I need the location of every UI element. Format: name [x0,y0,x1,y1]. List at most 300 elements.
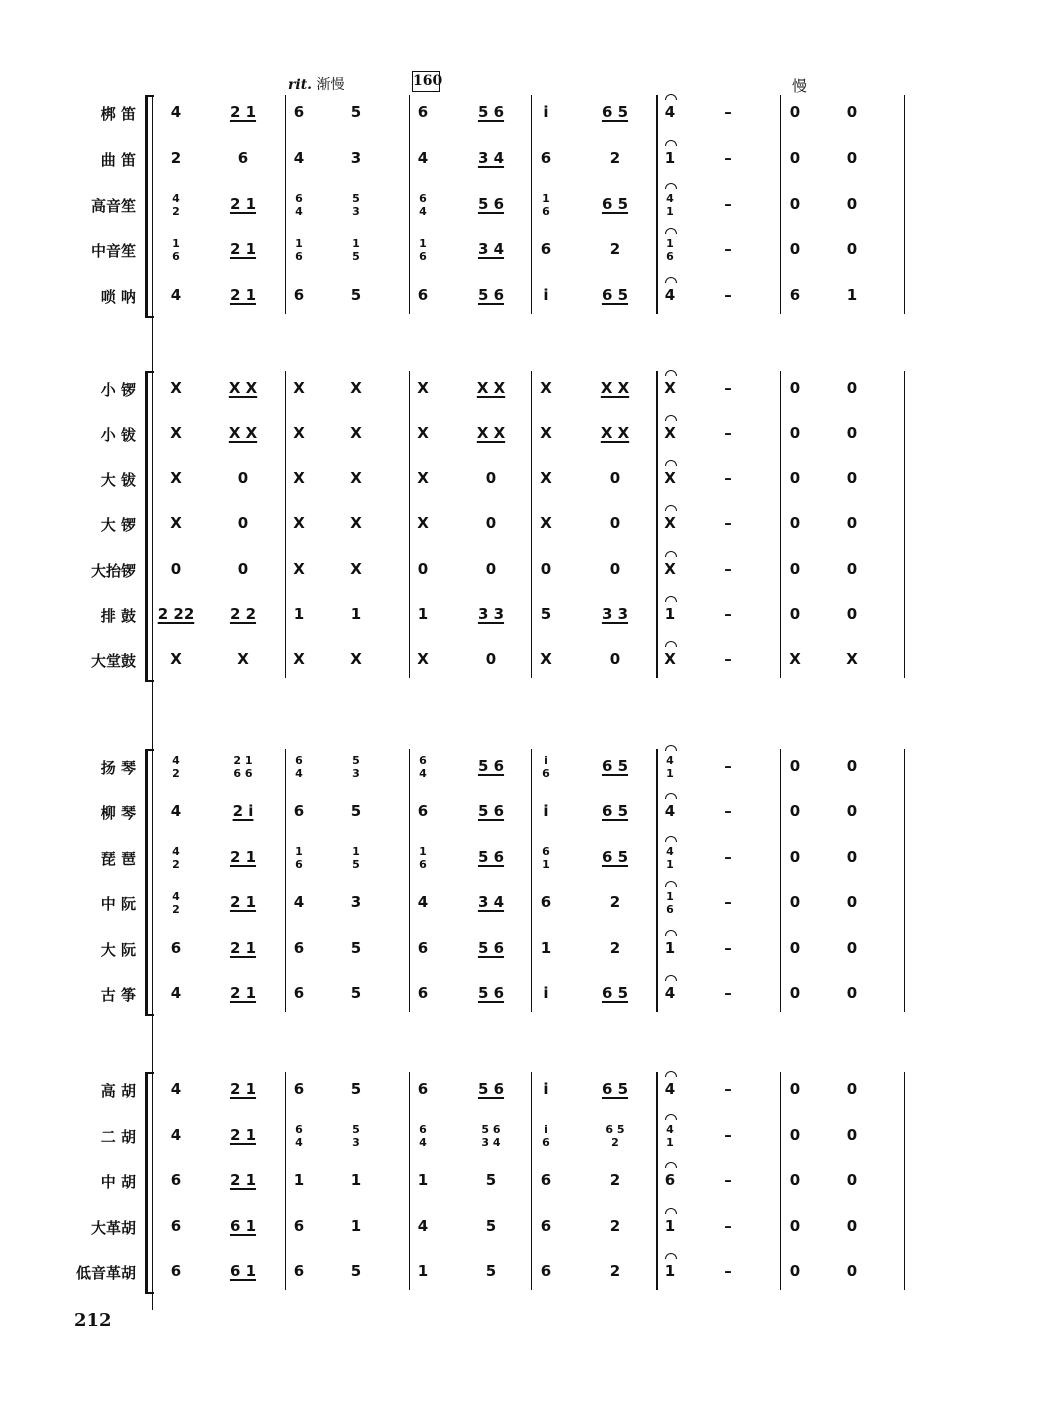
note-cell: 0 [789,605,801,623]
note-cell: 0 [789,195,801,213]
note-cell: 0 [846,195,858,213]
note-cell: 2 1 [229,848,257,866]
note-cell: 4 [417,1217,429,1235]
note-cell: 0 [846,149,858,167]
instrument-label: 大抬锣 [90,562,136,580]
note-cell: X [350,469,362,487]
note-cell: 2 [609,1217,621,1235]
instrument-label: 大革胡 [90,1219,136,1237]
note-cell: 6 [170,939,182,957]
instrument-label: 大 钹 [100,471,136,489]
note-cell: 2 1 [229,240,257,258]
note-cell: 5 6 [477,103,505,121]
note-cell: X [540,650,552,668]
note-cell: 6 [170,1171,182,1189]
note-cell: 0 [417,560,429,578]
note-cell: X [417,424,429,442]
note-cell: 6 [417,802,429,820]
note-cell: 0 [485,469,497,487]
note-cell: 2 [170,149,182,167]
fermata-icon [665,460,677,466]
note-cell: 2 22 [157,605,195,623]
note-cell: 4 [293,893,305,911]
note-cell: 6 5 [601,103,629,121]
note-cell: i [543,286,549,304]
note-cell: 0 [789,984,801,1002]
fermata-icon [665,94,677,100]
note-cell: X X [476,424,506,442]
note-cell: 6 5 [601,802,629,820]
note-cell: 4 1 [666,754,674,780]
fermata-icon [665,881,677,887]
note-cell: – [724,1217,732,1235]
note-cell: 5 3 [352,1123,360,1149]
note-cell: 0 [846,757,858,775]
note-cell: 0 [237,514,249,532]
note-cell: 0 [485,560,497,578]
note-cell: 6 [293,939,305,957]
note-cell: – [724,240,732,258]
note-cell: 1 [664,1217,676,1235]
note-cell: 6 [293,1217,305,1235]
note-cell: 6 [293,1080,305,1098]
note-cell: 6 1 [542,845,550,871]
note-cell: 0 [170,560,182,578]
note-cell: X [350,379,362,397]
note-cell: 3 3 [477,605,505,623]
note-cell: 3 [350,893,362,911]
note-cell: 6 [417,984,429,1002]
fermata-icon [665,1253,677,1259]
note-cell: X [293,379,305,397]
note-cell: 0 [846,1126,858,1144]
note-cell: 6 5 [601,195,629,213]
instrument-label: 中音笙 [90,242,136,260]
note-cell: X X [476,379,506,397]
note-cell: 6 [293,103,305,121]
barline-strings-5 [904,1072,905,1290]
note-cell: X X [228,424,258,442]
instrument-label: 梆 笛 [100,105,136,123]
note-cell: 2 [609,893,621,911]
instrument-label: 高 胡 [100,1082,136,1100]
note-cell: 6 5 [601,286,629,304]
rehearsal-mark: 160 [412,71,440,92]
note-cell: X [237,650,249,668]
note-cell: 4 1 [666,845,674,871]
instrument-label: 小 锣 [100,381,136,399]
note-cell: 0 [237,560,249,578]
note-cell: 5 6 [477,195,505,213]
note-cell: 6 4 [295,1123,303,1149]
note-cell: 2 1 [229,1171,257,1189]
note-cell: 5 6 [477,757,505,775]
note-cell: 5 [350,939,362,957]
note-cell: 1 [846,286,858,304]
note-cell: X [293,514,305,532]
note-cell: X [350,424,362,442]
note-cell: X [540,424,552,442]
note-cell: 0 [846,469,858,487]
instrument-label: 大堂鼓 [90,652,136,670]
note-cell: 2 [609,1262,621,1280]
note-cell: 0 [789,1126,801,1144]
note-cell: 2 1 [229,939,257,957]
note-cell: 6 [789,286,801,304]
barline-percussion-5 [904,371,905,678]
note-cell: 0 [789,379,801,397]
note-cell: – [724,286,732,304]
note-cell: 1 6 [666,237,674,263]
note-cell: 0 [789,848,801,866]
note-cell: 0 [789,939,801,957]
fermata-icon [665,836,677,842]
note-cell: 3 3 [601,605,629,623]
note-cell: 4 [293,149,305,167]
note-cell: 1 [417,1262,429,1280]
note-cell: X [293,469,305,487]
note-cell: 0 [846,893,858,911]
note-cell: i [543,1080,549,1098]
note-cell: 2 1 [229,103,257,121]
note-cell: X [664,650,676,668]
note-cell: 4 2 [172,845,180,871]
note-cell: 4 [170,1080,182,1098]
note-cell: 4 [170,802,182,820]
note-cell: 6 4 [419,192,427,218]
note-cell: 3 4 [477,149,505,167]
note-cell: 0 [846,1217,858,1235]
note-cell: 6 [540,149,552,167]
note-cell: 6 5 [601,848,629,866]
note-cell: 0 [846,802,858,820]
note-cell: 2 [609,149,621,167]
note-cell: 1 [350,605,362,623]
instrument-label: 大 锣 [100,516,136,534]
note-cell: 1 6 [419,237,427,263]
note-cell: 2 [609,240,621,258]
note-cell: 5 6 [477,802,505,820]
note-cell: 1 6 [419,845,427,871]
instrument-label: 琵 琶 [100,850,136,868]
note-cell: 1 5 [352,237,360,263]
note-cell: 0 [789,514,801,532]
note-cell: 5 6 3 4 [481,1123,501,1149]
rit-text: rit. [288,77,313,93]
note-cell: 0 [540,560,552,578]
note-cell: – [724,514,732,532]
note-cell: X [170,650,182,668]
note-cell: 3 4 [477,893,505,911]
note-cell: 6 5 [601,757,629,775]
note-cell: 2 1 6 6 [233,754,253,780]
note-cell: 0 [485,650,497,668]
note-cell: 3 4 [477,240,505,258]
note-cell: 6 5 [601,984,629,1002]
instrument-label: 唢 呐 [100,288,136,306]
note-cell: 0 [789,1080,801,1098]
note-cell: 0 [846,1080,858,1098]
instrument-label: 大 阮 [100,941,136,959]
note-cell: – [724,103,732,121]
note-cell: 5 [350,984,362,1002]
note-cell: 4 2 [172,192,180,218]
barline-plucked-0 [285,749,286,1012]
fermata-icon [665,930,677,936]
note-cell: 5 6 [477,1080,505,1098]
note-cell: 4 [417,893,429,911]
note-cell: 1 [664,605,676,623]
note-cell: X [170,379,182,397]
instrument-label: 中 胡 [100,1173,136,1191]
instrument-label: 低音革胡 [75,1264,136,1282]
note-cell: X [170,469,182,487]
note-cell: 1 6 [542,192,550,218]
note-cell: 6 4 [419,754,427,780]
instrument-label: 排 鼓 [100,607,136,625]
note-cell: 6 5 2 [605,1123,625,1149]
note-cell: X [540,379,552,397]
note-cell: 6 1 [229,1217,257,1235]
note-cell: 5 [350,802,362,820]
note-cell: X [664,514,676,532]
note-cell: X [846,650,858,668]
note-cell: – [724,1080,732,1098]
note-cell: X [350,560,362,578]
note-cell: X [170,514,182,532]
note-cell: 1 [417,605,429,623]
note-cell: 4 [417,149,429,167]
note-cell: 0 [789,893,801,911]
note-cell: 5 6 [477,848,505,866]
fermata-icon [665,641,677,647]
note-cell: 0 [846,1171,858,1189]
note-cell: X [664,379,676,397]
note-cell: 5 6 [477,286,505,304]
note-cell: 6 [417,939,429,957]
note-cell: 6 [417,286,429,304]
note-cell: 2 [609,939,621,957]
note-cell: 4 [664,802,676,820]
instrument-label: 小 钹 [100,426,136,444]
note-cell: 0 [789,149,801,167]
note-cell: 1 5 [352,845,360,871]
note-cell: 1 6 [295,845,303,871]
note-cell: 0 [846,1262,858,1280]
note-cell: X [540,514,552,532]
note-cell: 0 [609,469,621,487]
note-cell: 0 [789,1217,801,1235]
note-cell: 0 [485,514,497,532]
note-cell: 2 1 [229,1126,257,1144]
note-cell: 6 [293,1262,305,1280]
note-cell: 0 [237,469,249,487]
note-cell: 0 [789,1171,801,1189]
note-cell: 0 [846,848,858,866]
fermata-icon [665,415,677,421]
note-cell: – [724,984,732,1002]
note-cell: 1 [664,149,676,167]
note-cell: 5 6 [477,984,505,1002]
note-cell: 0 [789,469,801,487]
note-cell: X [417,514,429,532]
note-cell: 4 [170,103,182,121]
note-cell: 5 [485,1262,497,1280]
note-cell: 6 [170,1262,182,1280]
note-cell: – [724,802,732,820]
fermata-icon [665,1114,677,1120]
barline-winds-5 [904,95,905,314]
instrument-label: 扬 琴 [100,759,136,777]
note-cell: 4 [664,103,676,121]
instrument-label: 古 筝 [100,986,136,1004]
note-cell: 6 [170,1217,182,1235]
note-cell: – [724,1262,732,1280]
note-cell: X [540,469,552,487]
note-cell: 4 [664,286,676,304]
note-cell: X X [600,424,630,442]
note-cell: – [724,379,732,397]
note-cell: X [293,650,305,668]
rit-cn-text: 渐慢 [316,77,345,93]
note-cell: X X [228,379,258,397]
instrument-label: 二 胡 [100,1128,136,1146]
note-cell: 4 2 [172,890,180,916]
note-cell: X [350,514,362,532]
instrument-label: 高音笙 [90,197,136,215]
note-cell: 6 1 [229,1262,257,1280]
note-cell: 1 [350,1171,362,1189]
barline-plucked-1 [409,749,410,1012]
note-cell: 4 [170,1126,182,1144]
note-cell: – [724,424,732,442]
note-cell: – [724,469,732,487]
note-cell: 0 [789,424,801,442]
note-cell: X [664,424,676,442]
note-cell: i 6 [542,1123,550,1149]
note-cell: 1 [664,1262,676,1280]
note-cell: 6 5 [601,1080,629,1098]
note-cell: 0 [846,379,858,397]
note-cell: 5 6 [477,939,505,957]
note-cell: 4 [664,984,676,1002]
note-cell: X [417,379,429,397]
note-cell: 0 [846,424,858,442]
fermata-icon [665,505,677,511]
note-cell: 2 1 [229,1080,257,1098]
instrument-label: 柳 琴 [100,804,136,822]
note-cell: 6 [237,149,249,167]
note-cell: 6 [417,1080,429,1098]
note-cell: 6 [540,240,552,258]
note-cell: i 6 [542,754,550,780]
note-cell: 6 [540,1217,552,1235]
fermata-icon [665,140,677,146]
note-cell: 2 1 [229,893,257,911]
note-cell: 6 [417,103,429,121]
note-cell: 0 [609,560,621,578]
note-cell: 6 [540,893,552,911]
barline-plucked-3 [656,749,658,1012]
fermata-icon [665,277,677,283]
instrument-label: 曲 笛 [100,151,136,169]
note-cell: X [664,560,676,578]
group-bracket-strings [145,1072,154,1294]
note-cell: 5 [350,103,362,121]
fermata-icon [665,975,677,981]
note-cell: 0 [609,650,621,668]
barline-plucked-4 [780,749,781,1012]
note-cell: 0 [846,514,858,532]
note-cell: 2 2 [229,605,257,623]
note-cell: 4 [170,984,182,1002]
note-cell: 2 [609,1171,621,1189]
barline-plucked-5 [904,749,905,1012]
note-cell: 1 [664,939,676,957]
note-cell: 6 4 [295,192,303,218]
note-cell: 2 1 [229,195,257,213]
note-cell: 0 [789,802,801,820]
note-cell: 0 [846,103,858,121]
note-cell: – [724,893,732,911]
note-cell: 3 [350,149,362,167]
fermata-icon [665,1071,677,1077]
note-cell: 0 [789,560,801,578]
note-cell: 0 [789,103,801,121]
note-cell: i [543,103,549,121]
note-cell: – [724,757,732,775]
fermata-icon [665,1162,677,1168]
note-cell: X X [600,379,630,397]
note-cell: 2 1 [229,286,257,304]
fermata-icon [665,596,677,602]
note-cell: 1 [540,939,552,957]
note-cell: 5 [540,605,552,623]
note-cell: X [417,469,429,487]
note-cell: 2 i [232,802,254,820]
note-cell: 1 6 [295,237,303,263]
note-cell: 4 [170,286,182,304]
instrument-label: 中 阮 [100,895,136,913]
barline-plucked-2 [531,749,532,1012]
note-cell: 4 2 [172,754,180,780]
note-cell: 6 [540,1262,552,1280]
note-cell: 5 [485,1217,497,1235]
note-cell: 5 [350,1262,362,1280]
note-cell: X [293,424,305,442]
note-cell: 1 [417,1171,429,1189]
page-number: 212 [74,1310,112,1331]
note-cell: 6 4 [295,754,303,780]
note-cell: 0 [789,240,801,258]
slow-marking: 慢 [792,77,808,95]
note-cell: 1 6 [666,890,674,916]
note-cell: 0 [846,984,858,1002]
note-cell: 6 [293,802,305,820]
note-cell: X [789,650,801,668]
note-cell: 5 [485,1171,497,1189]
fermata-icon [665,793,677,799]
note-cell: 0 [846,240,858,258]
rit-marking [288,74,345,94]
group-bracket-plucked [145,749,154,1016]
group-bracket-winds [145,95,154,318]
fermata-icon [665,1208,677,1214]
fermata-icon [665,370,677,376]
note-cell: – [724,939,732,957]
note-cell: – [724,149,732,167]
note-cell: 1 [293,1171,305,1189]
